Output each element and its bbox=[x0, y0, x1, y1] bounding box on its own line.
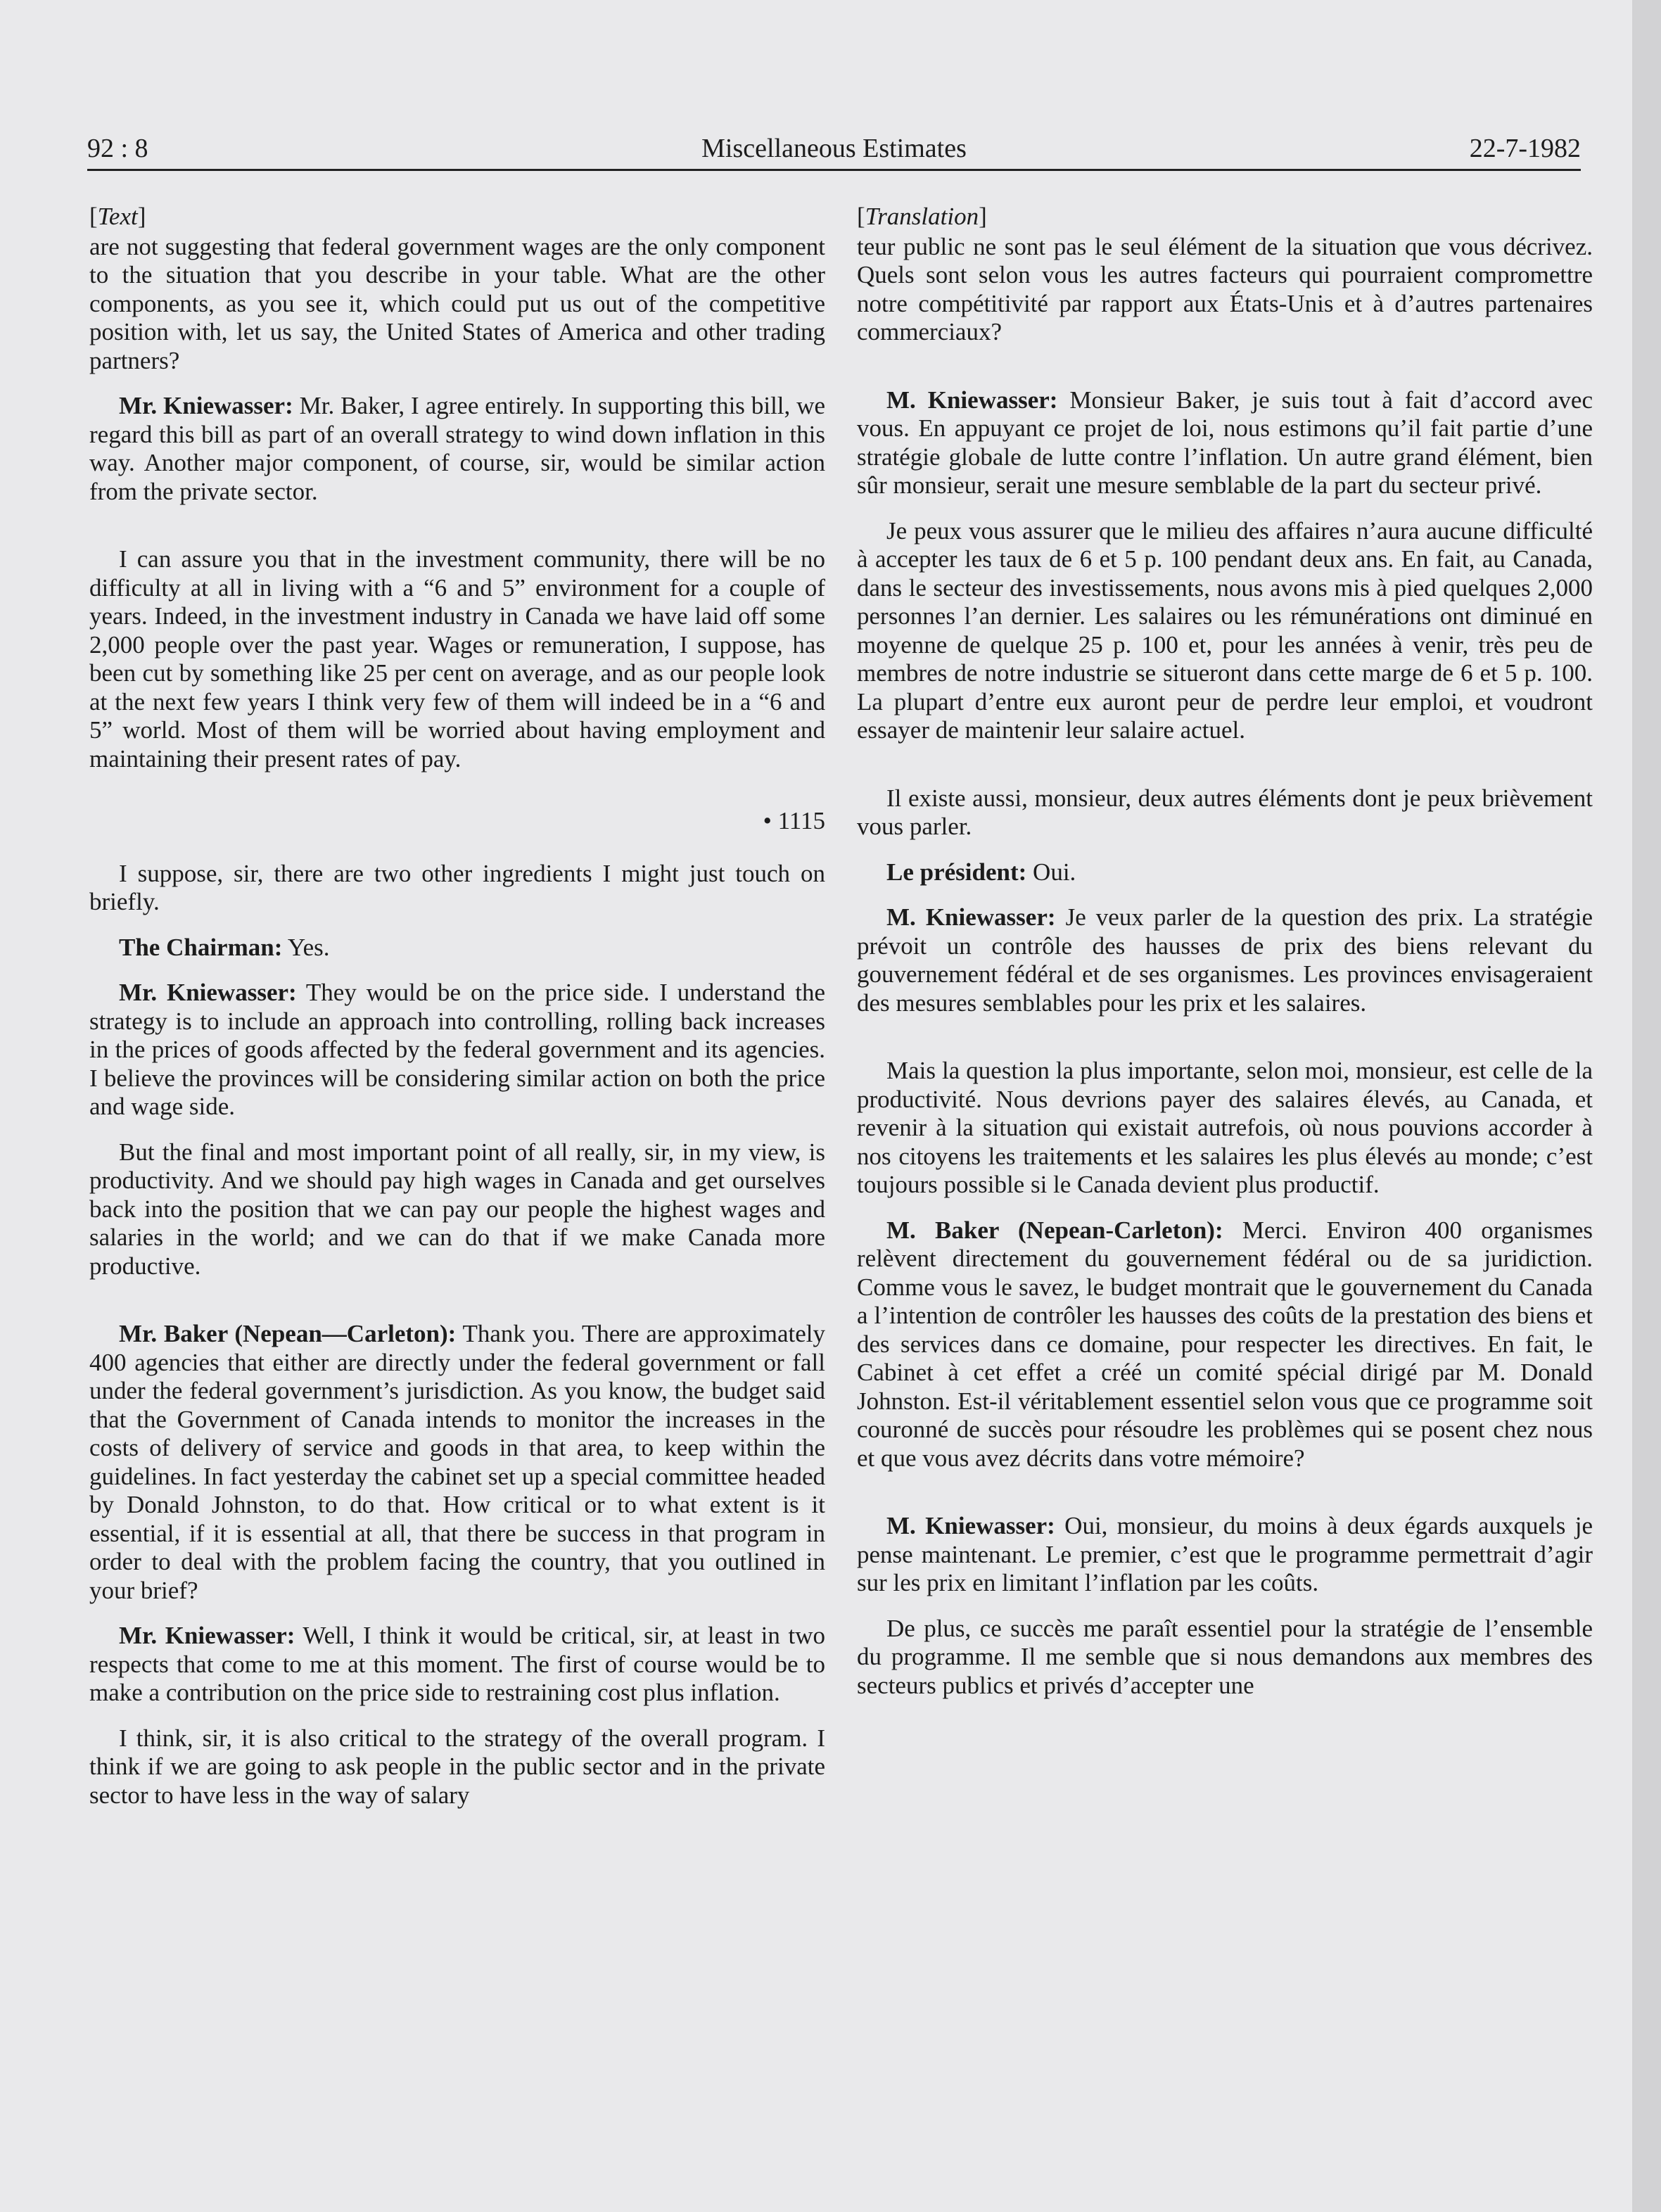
paragraph: De plus, ce succès me paraît essentiel pour la stratégie de l’ensemble du programme. Il me semble que si nous demandons aux membres des secteurs publics et privés d’accepter une bbox=[857, 1614, 1593, 1699]
french-column bbox=[857, 203, 1593, 1717]
paragraph: Mr. Kniewasser: Well, I think it would be critical, sir, at least in two respects that come to me at this moment. The first of course would be to make a contribution on the price side to restraining cost plus inflation. bbox=[89, 1622, 825, 1706]
paragraph: Mr. Kniewasser: They would be on the price side. I understand the strategy is to include an approach into controlling, rolling back increases in the prices of goods affected by the federal government and its agencies. I believe the provinces will be considering similar action on both the price and wage side. bbox=[89, 979, 826, 1120]
paragraph: Mr. Baker (Nepean—Carleton): Thank you. There are approximately 400 agencies that either are directly under the federal government or fall under the federal government’s jurisdiction. As you know, the budget said that the Government of Canada intends to monitor the increases in the costs of delivery of service and goods in that area, to keep within the guidelines. In fact yesterday the cabinet set up a special committee headed by Donald Johnston, to do that. How critical or to what extent is it essential, if it is essential at all, that there be success in that program in order to deal with the problem facing the country, that you outlined in your brief? bbox=[89, 1320, 825, 1604]
paragraph: But the final and most important point of all really, sir, in my view, is productivity. And we should pay high wages in Canada and get ourselves back into the position that we can pay our people the highest wages and salaries in the world; and we can do that if we make Canada more productive. bbox=[89, 1138, 825, 1280]
paragraph: are not suggesting that federal government wages are the only component to the situation that you describe in your table. What are the other components, as you see it, which could put us out of the competitive position with, let us say, the United States of America and other trading partners? bbox=[89, 232, 825, 374]
paragraph: Je peux vous assurer que le milieu des affaires n’aura aucune difficulté à accepter les taux de 6 et 5 p. 100 pendant deux ans. En fait, au Canada, dans le secteur des investissements, nous avons mis à pied quelques 2,000 personnes l’an dernier. Les salaires ou les rémunérations ont diminué en moyenne de quelque 25 p. 100 et, pour les années à venir, très peu de membres de notre industrie se situeront dans cette marge de 6 et 5 p. 100. La plupart d’entre eux auront peur de perdre leur emploi, et voudront essayer de maintenir leur salaire actuel. bbox=[857, 516, 1593, 744]
header-date: 22-7-1982 bbox=[1469, 134, 1581, 163]
speaker-name: M. Kniewasser: bbox=[886, 903, 1056, 931]
speaker-name: M. Kniewasser: bbox=[886, 386, 1058, 414]
paragraph: M. Kniewasser: Oui, monsieur, du moins à deux égards auxquels je pense maintenant. Le premier, c’est que le programme permettrait d’agir sur les prix en limitant l’inflation par les coûts. bbox=[857, 1512, 1593, 1596]
paragraph: M. Kniewasser: Monsieur Baker, je suis tout à fait d’accord avec vous. En appuyant ce projet de loi, nous estimons qu’il fait partie d’une stratégie globale de lutte contre l’inflation. Un autre grand élément, bien sûr monsieur, serait une mesure semblable de la part du secteur privé. bbox=[857, 386, 1593, 499]
speaker-name: Mr. Baker (Nepean—Carleton): bbox=[119, 1320, 457, 1347]
page-number: 92 : 8 bbox=[87, 134, 148, 163]
column-label: [Text] bbox=[89, 203, 146, 230]
time-marker: • 1115 bbox=[763, 807, 825, 834]
paragraph: M. Baker (Nepean-Carleton): Merci. Environ 400 organismes relèvent directement du gouvernement fédéral ou de sa juridiction. Comme vous le savez, le budget montrait que le gouvernement du Canada a l’intention de contrôler les hausses des coûts de la prestation des biens et des services dans ce domaine, pour respecter les directives. En fait, le Cabinet à cet effet a créé un comité spécial dirigé par M. Donald Johnston. Est-il véritablement essentiel selon vous que ce programme soit couronné de succès pour résoudre les problèmes qui se posent chez nous et que vous avez décrits dans votre mémoire? bbox=[857, 1216, 1593, 1472]
page-header bbox=[87, 128, 1581, 171]
paragraph: I think, sir, it is also critical to the strategy of the overall program. I think if we are going to ask people in the public sector and in the private sector to have less in the way of salary bbox=[89, 1724, 825, 1809]
paragraph: M. Kniewasser: Je veux parler de la question des prix. La stratégie prévoit un contrôle des hausses de prix des biens relevant du gouvernement fédéral et de ses organismes. Les provinces envisageraient des mesures semblables pour les prix et les salaires. bbox=[857, 903, 1593, 1017]
speaker-name: Mr. Kniewasser: bbox=[119, 979, 297, 1006]
speaker-name: M. Baker (Nepean-Carleton): bbox=[886, 1216, 1223, 1244]
paragraph: Le président: Oui. bbox=[886, 858, 1076, 886]
paragraph: Mr. Kniewasser: Mr. Baker, I agree entirely. In supporting this bill, we regard this bill as part of an overall strategy to wind down inflation in this way. Another major component, of course, sir, would be similar action from the private sector. bbox=[89, 392, 826, 505]
page-edge bbox=[1632, 0, 1661, 2212]
english-column bbox=[89, 203, 825, 1826]
paragraph: Il existe aussi, monsieur, deux autres éléments dont je peux brièvement vous parler. bbox=[857, 784, 1593, 840]
speaker-name: M. Kniewasser: bbox=[886, 1512, 1055, 1539]
running-title: Miscellaneous Estimates bbox=[701, 134, 967, 163]
speaker-name: Mr. Kniewasser: bbox=[119, 392, 293, 419]
paragraph: The Chairman: Yes. bbox=[119, 933, 330, 961]
paragraph: I can assure you that in the investment community, there will be no difficulty at all in living with a “6 and 5” environment for a couple of years. Indeed, in the investment industry in Canada we have laid off some 2,000 people over the past year. Wages or remuneration, I suppose, has been cut by something like 25 per cent on average, and as our people look at the next few years I think very few of them will indeed be in a “6 and 5” world. Most of them will be worried about having employment and maintaining their present rates of pay. bbox=[89, 545, 825, 773]
paragraph: I suppose, sir, there are two other ingredients I might just touch on briefly. bbox=[89, 859, 825, 915]
column-label: [Translation] bbox=[857, 203, 987, 230]
speaker-name: The Chairman: bbox=[119, 933, 283, 961]
paragraph: Mais la question la plus importante, selon moi, monsieur, est celle de la productivité. Nous devrions payer des salaires élevés, au Canada, et revenir à la situation qui existait autrefois, où nous pouvions accorder à nos citoyens les traitements et les salaires les plus élevés au monde; c’est toujours possible si le Canada devient plus productif. bbox=[857, 1057, 1593, 1198]
paragraph: teur public ne sont pas le seul élément de la situation que vous décrivez. Quels sont selon vous les autres facteurs qui pourraient compromettre notre compétitivité par rapport aux États-Unis et à d’autres partenaires commerciaux? bbox=[857, 232, 1593, 345]
speaker-name: Mr. Kniewasser: bbox=[119, 1622, 295, 1649]
speaker-name: Le président: bbox=[886, 858, 1027, 886]
